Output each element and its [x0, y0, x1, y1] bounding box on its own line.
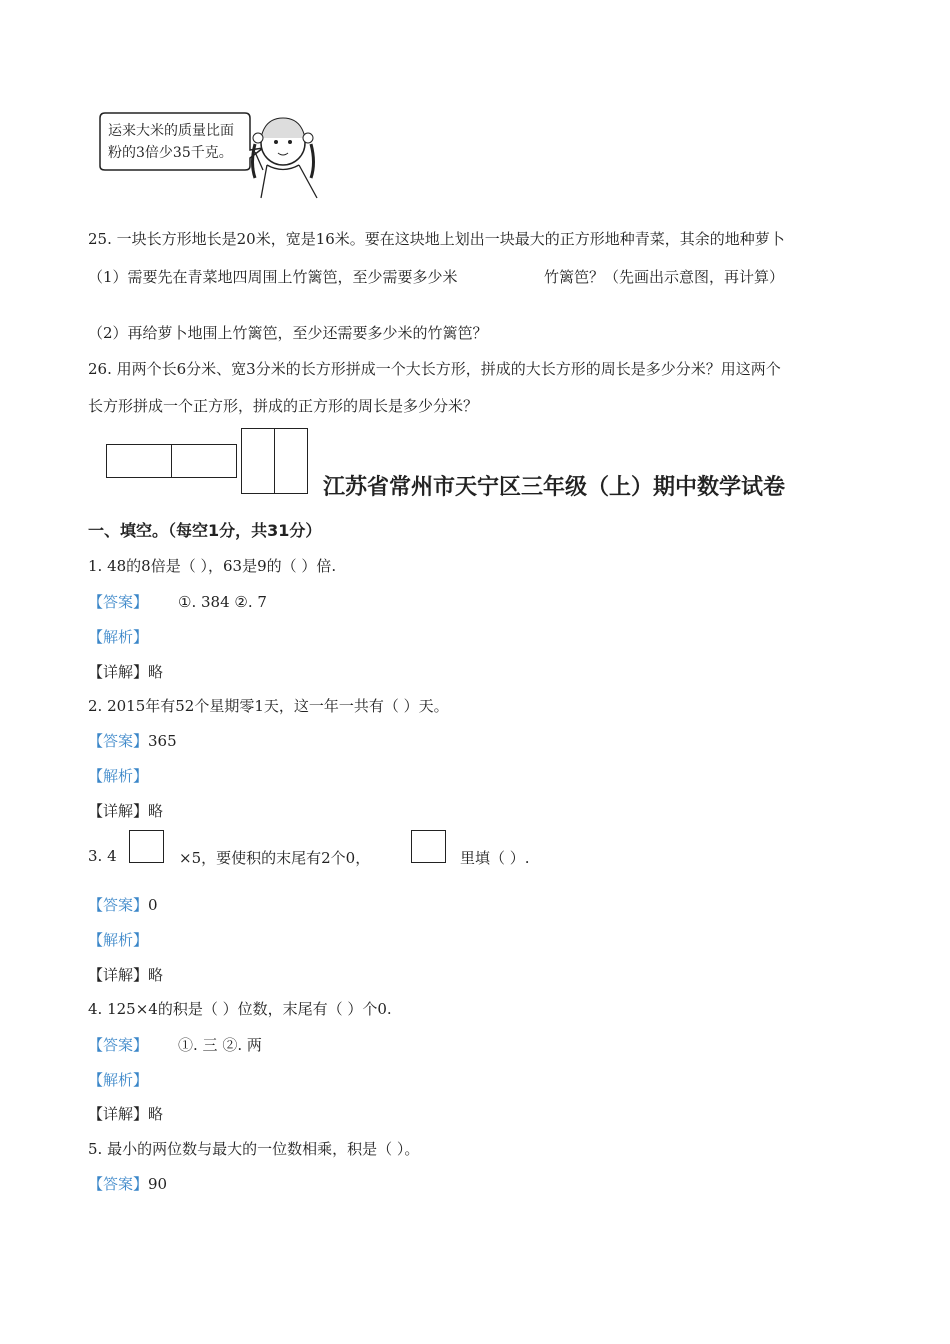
analysis-label: 【解析】: [88, 767, 149, 785]
detail-label: 【详解】: [88, 966, 149, 984]
question-5: 5. 最小的两位数与最大的一位数相乘，积是（ ）。: [88, 1140, 420, 1158]
answer-row-5: [88, 1173, 167, 1194]
square-figure-left: [241, 428, 275, 494]
detail-row-1: [88, 661, 163, 682]
answer-label: 【答案】: [88, 732, 149, 750]
detail-label: 【详解】: [88, 663, 149, 681]
answer-value: 90: [148, 1175, 168, 1193]
detail-value: 略: [148, 663, 164, 681]
answer-value: 365: [148, 732, 177, 750]
blank-box-1: [129, 830, 164, 863]
blank-box-2: [411, 830, 446, 863]
detail-row-2: [88, 800, 163, 821]
detail-value: 略: [148, 966, 164, 984]
rectangle-figure-left: [106, 444, 172, 478]
q25-text: 25. 一块长方形地长是20米，宽是16米。要在这块地上划出一块最大的正方形地种青菜，其余的地种萝卜: [88, 230, 785, 248]
answer-value: 0: [148, 896, 158, 914]
section-heading: 一、填空。（每空1分，共31分）: [88, 521, 322, 540]
answer-row-3: [88, 894, 158, 915]
q26-line1: 26. 用两个长6分米、宽3分米的长方形拼成一个大长方形，拼成的大长方形的周长是多少分米？用这两个: [88, 360, 781, 378]
question-3-part-b: ×5，要使积的末尾有2个0，: [179, 849, 371, 867]
answer-label: 【答案】: [88, 593, 149, 611]
square-figure-right: [274, 428, 308, 494]
answer-label: 【答案】: [88, 1036, 149, 1054]
answer-value: ①. 384 ②. 7: [178, 593, 267, 611]
detail-value: 略: [148, 802, 164, 820]
q25-sub1-b: 竹篱笆？（先画出示意图，再计算）: [544, 268, 785, 286]
question-1: 1. 48的8倍是（ ），63是9的（ ）倍.: [88, 557, 337, 575]
answer-row-2: [88, 730, 177, 751]
girl-illustration: [95, 108, 340, 203]
q25-sub2: （2）再给萝卜地围上竹篱笆，至少还需要多少米的竹篱笆？: [88, 324, 488, 342]
answer-row-4: [88, 1034, 262, 1055]
answer-label: 【答案】: [88, 1175, 149, 1193]
analysis-label: 【解析】: [88, 628, 149, 646]
analysis-label: 【解析】: [88, 1071, 149, 1089]
q26-line2: 长方形拼成一个正方形，拼成的正方形的周长是多少分米？: [88, 397, 479, 415]
question-3-part-c: 里填（ ）.: [460, 849, 530, 867]
answer-row-1: [88, 591, 267, 612]
question-3-part-a: 3. 4: [88, 847, 117, 865]
detail-row-4: [88, 1103, 163, 1124]
detail-value: 略: [148, 1105, 164, 1123]
detail-label: 【详解】: [88, 802, 149, 820]
rectangle-figure-right: [171, 444, 237, 478]
detail-row-3: [88, 964, 163, 985]
answer-value: ①. 三 ②. 两: [178, 1036, 262, 1054]
exam-title: 江苏省常州市天宁区三年级（上）期中数学试卷: [323, 475, 786, 500]
question-4: 4. 125×4的积是（ ）位数，末尾有（ ）个0.: [88, 1000, 392, 1018]
detail-label: 【详解】: [88, 1105, 149, 1123]
answer-label: 【答案】: [88, 896, 149, 914]
q25-sub1-a: （1）需要先在青菜地四周围上竹篱笆，至少需要多少米: [88, 268, 458, 286]
analysis-label: 【解析】: [88, 931, 149, 949]
speech-line-2: 粉的3倍少35千克。: [108, 145, 233, 161]
speech-line-1: 运来大米的质量比面: [108, 123, 234, 139]
question-2: 2. 2015年有52个星期零1天，这一年一共有（ ）天。: [88, 697, 449, 715]
